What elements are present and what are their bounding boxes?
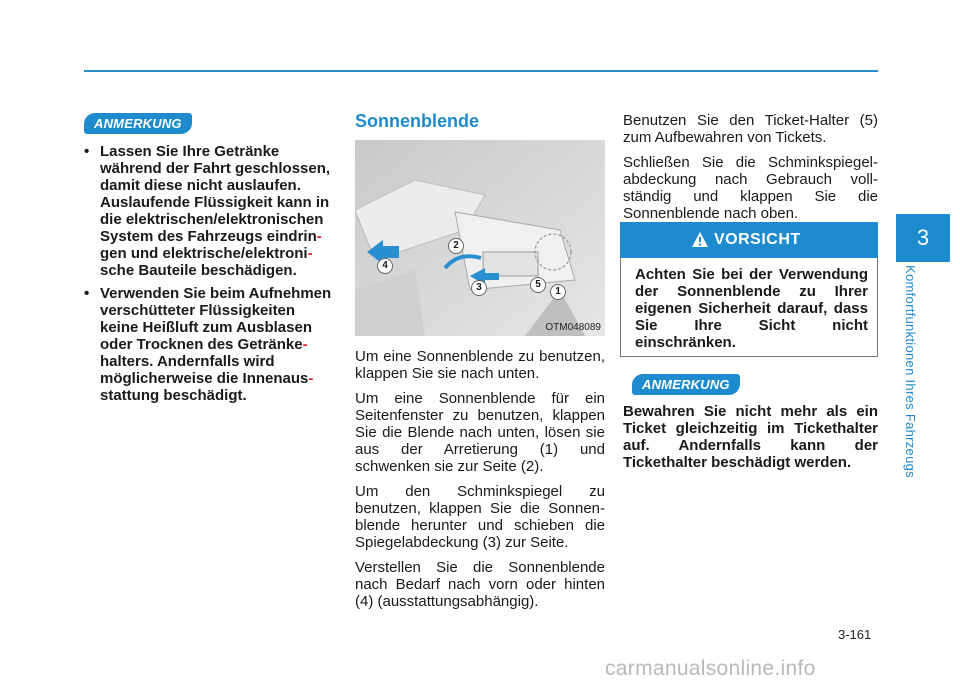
warning-header	[620, 222, 878, 258]
hyphen-mark: -	[307, 245, 313, 262]
hyphen-mark: -	[316, 228, 322, 245]
warning-icon	[692, 232, 708, 252]
bullet-2-line-4: oder Trocknen des Getränke	[100, 336, 303, 353]
watermark: carmanualsonline.info	[605, 657, 816, 680]
hyphen-mark: -	[302, 336, 308, 353]
middle-text	[355, 348, 605, 618]
sun-visor-illustration	[355, 140, 605, 336]
note-badge-right: ANMERKUNG	[632, 374, 740, 395]
bullet-1-line-7: gen und elektrische/elektroni	[100, 245, 308, 262]
bullet-dot: •	[84, 143, 90, 160]
bullet-item-1	[78, 143, 334, 279]
figure-code: OTM048089	[545, 322, 601, 333]
bullet-2-line-3: keine Heißluft zum Ausblasen	[100, 319, 312, 336]
bullet-1-line-5: die elektrischen/elektronischen	[100, 211, 324, 228]
paragraph: Um eine Sonnenblende für ein Seitenfenster zu benutzen, klappen Sie die Blende nach unten, lösen sie aus der Arretierung (1) und schwenken sie zur Seite (2).	[355, 390, 605, 475]
paragraph: Um eine Sonnenblende zu benutzen, klappen Sie sie nach unten.	[355, 348, 605, 382]
callout-5: 5	[530, 277, 546, 293]
section-title: Sonnenblende	[355, 111, 480, 131]
bullet-2-line-1: Verwenden Sie beim Aufnehmen	[100, 285, 332, 302]
warning-title: VORSICHT	[714, 231, 801, 248]
bullet-1-line-3: damit diese nicht auslaufen.	[100, 177, 301, 194]
header-rule	[84, 70, 878, 72]
bullet-dot: •	[84, 285, 90, 302]
page-number: 3-161	[838, 627, 872, 642]
warning-text: Achten Sie bei der Verwendung der Sonnenblende zu Ihrer eigenen Sicherheit darauf, dass Sie Ihre Sicht nicht einschränken.	[635, 266, 868, 351]
paragraph: Benutzen Sie den Ticket-Halter (5) zum Aufbewahren von Tickets.	[623, 112, 878, 146]
bullet-1-line-4: Auslaufende Flüssigkeit kann in	[100, 194, 330, 211]
callout-4: 4	[377, 258, 393, 274]
note-text: Bewahren Sie nicht mehr als ein Ticket gleichzeitig im Tickethalter auf. Andernfalls kann der Tickethalter beschädigt werden.	[623, 403, 878, 471]
bullet-1-line-2: während der Fahrt geschlossen,	[100, 160, 331, 177]
bullet-1-line-1: Lassen Sie Ihre Getränke	[100, 143, 280, 160]
bullet-item-2	[78, 285, 334, 404]
note-badge-left: ANMERKUNG	[84, 113, 192, 134]
bullet-2-line-5: halters. Andernfalls wird	[100, 353, 275, 370]
bullet-2-line-2: verschütteter Flüssigkeiten	[100, 302, 296, 319]
callout-3: 3	[471, 280, 487, 296]
paragraph: Verstellen Sie die Sonnenblende nach Bedarf nach vorn oder hinten (4) (ausstattungsabhängig).	[355, 559, 605, 610]
bullet-1-line-6: System des Fahrzeugs eindrin	[100, 228, 317, 245]
chapter-tab: 3	[896, 214, 950, 262]
left-bullet-list	[78, 143, 334, 410]
right-text	[623, 112, 878, 230]
chapter-title: Komfortfunktionen Ihres Fahrzeugs	[903, 265, 918, 478]
bullet-1-line-8: sche Bauteile beschädigen.	[100, 262, 297, 279]
callout-2: 2	[448, 238, 464, 254]
paragraph: Um den Schminkspiegel zu benutzen, klappen Sie die Sonnen-blende herunter und schieben die Spiegelabdeckung (3) zur Seite.	[355, 483, 605, 551]
paragraph: Schließen Sie die Schminkspiegel-abdeckung nach Gebrauch voll-ständig und klappen Sie die Sonnenblende nach oben.	[623, 154, 878, 222]
callout-1: 1	[550, 284, 566, 300]
bullet-2-line-7: stattung beschädigt.	[100, 387, 247, 404]
sun-visor-figure	[355, 140, 605, 336]
bullet-2-line-6: möglicherweise die Innenaus	[100, 370, 309, 387]
hyphen-mark: -	[308, 370, 314, 387]
